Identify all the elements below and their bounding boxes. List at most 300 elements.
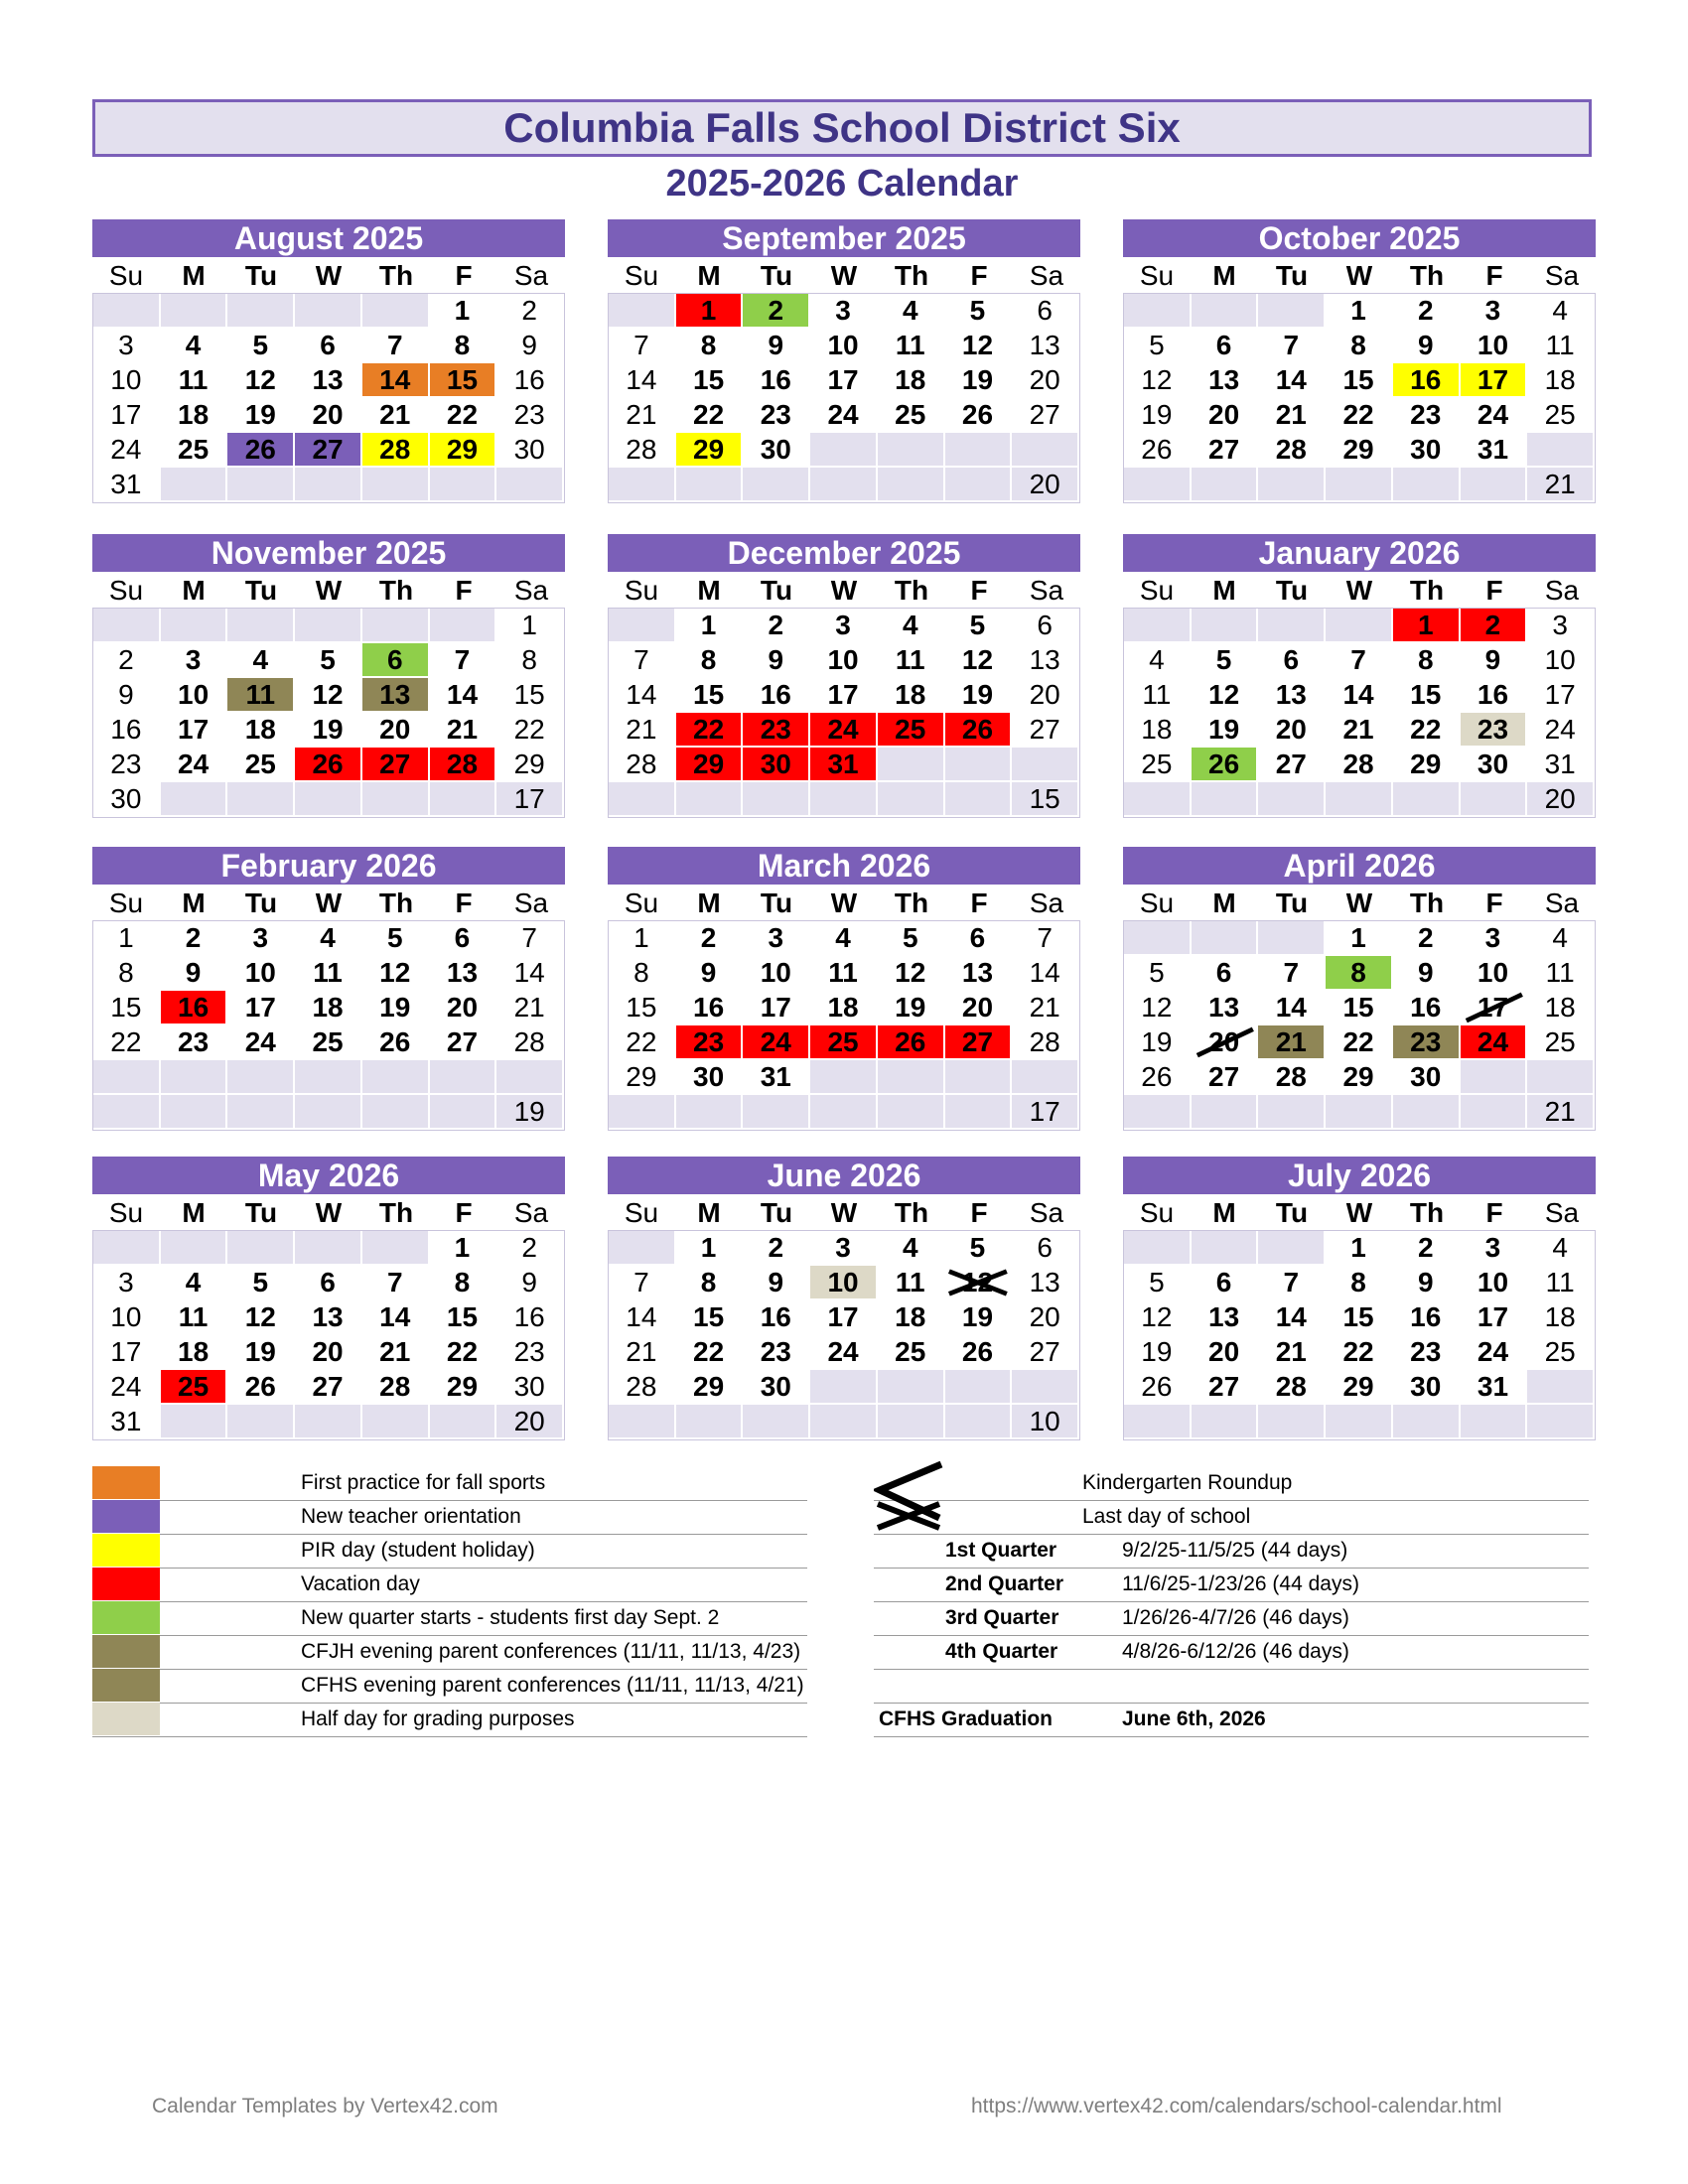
page-title: Columbia Falls School District Six — [92, 99, 1592, 157]
empty-cell — [1192, 609, 1259, 643]
weekday-label: W — [315, 1197, 343, 1228]
empty-cell — [609, 468, 676, 502]
weekday-label: Sa — [1544, 1197, 1580, 1228]
weekday-label: F — [970, 1197, 988, 1228]
day-cell: 23 — [743, 398, 810, 433]
day-cell: 20 — [430, 991, 497, 1025]
day-cell: 20 — [1012, 1300, 1079, 1335]
weekday-header — [608, 259, 1080, 294]
day-cell: 11 — [161, 363, 228, 398]
day-cell: 30 — [743, 433, 810, 468]
day-cell: 23 — [496, 398, 564, 433]
legend-swatch — [92, 1601, 160, 1634]
month-title: September 2025 — [608, 219, 1080, 259]
empty-cell — [676, 1405, 744, 1439]
empty-cell — [1258, 921, 1326, 956]
month-calendar — [92, 1157, 565, 1440]
week-row — [609, 956, 1079, 991]
weekday-label: W — [315, 575, 343, 606]
week-row — [609, 1266, 1079, 1300]
empty-cell — [1192, 294, 1259, 329]
quarter-range: 1/26/26-4/7/26 (46 days) — [1122, 1606, 1349, 1629]
day-cell: 11 — [1124, 678, 1192, 713]
day-cell: 5 — [878, 921, 945, 956]
empty-cell — [227, 1405, 295, 1439]
empty-cell — [609, 782, 676, 817]
day-cell: 22 — [1393, 713, 1461, 748]
day-cell: 14 — [362, 1300, 430, 1335]
week-row — [609, 1025, 1079, 1060]
day-cell: 3 — [1461, 921, 1528, 956]
empty-cell — [609, 294, 676, 329]
empty-cell — [810, 782, 878, 817]
empty-cell — [1527, 433, 1595, 468]
weekday-label: Sa — [1544, 887, 1580, 918]
symbol-label: Kindergarten Roundup — [1082, 1471, 1293, 1494]
day-cell: 6 — [1258, 643, 1326, 678]
weekday-label: W — [315, 260, 343, 291]
day-cell: 22 — [430, 398, 497, 433]
day-cell: 12 — [1192, 678, 1259, 713]
day-cell: 22 — [676, 1335, 744, 1370]
day-cell: 2 — [496, 294, 564, 329]
week-row — [93, 468, 564, 502]
day-cell: 3 — [810, 1231, 878, 1266]
day-cell: 10 — [1461, 1266, 1528, 1300]
quarter-range: 4/8/26-6/12/26 (46 days) — [1122, 1640, 1349, 1663]
day-cell: 21 — [1012, 991, 1079, 1025]
empty-cell — [743, 468, 810, 502]
day-cell: 12 — [1124, 991, 1192, 1025]
day-cell: 24 — [1461, 1025, 1528, 1060]
day-cell: 17 — [810, 363, 878, 398]
day-cell: 31 — [1527, 748, 1595, 782]
legend-label: First practice for fall sports — [301, 1471, 546, 1494]
day-cell: 4 — [810, 921, 878, 956]
empty-cell — [362, 468, 430, 502]
day-cell: 25 — [161, 433, 228, 468]
weekday-label: Th — [894, 575, 929, 606]
day-cell: 12 — [295, 678, 362, 713]
day-cell: 5 — [945, 609, 1013, 643]
month-calendar — [608, 1157, 1080, 1440]
empty-cell — [295, 294, 362, 329]
day-cell: 6 — [1012, 609, 1079, 643]
weekday-label: Tu — [760, 1197, 793, 1228]
day-cell: 30 — [1393, 1060, 1461, 1095]
weekday-label: Tu — [244, 1197, 278, 1228]
day-cell: 27 — [430, 1025, 497, 1060]
week-row — [93, 1405, 564, 1439]
empty-cell — [609, 609, 676, 643]
weekday-label: Tu — [760, 260, 793, 291]
empty-cell — [227, 294, 295, 329]
week-row — [609, 1095, 1079, 1130]
weekday-label: M — [182, 1197, 206, 1228]
day-cell: 26 — [945, 713, 1013, 748]
week-row — [93, 1095, 564, 1130]
day-cell: 29 — [676, 433, 744, 468]
day-cell: 2 — [1461, 609, 1528, 643]
day-cell: 23 — [1393, 1025, 1461, 1060]
day-cell: 3 — [93, 1266, 161, 1300]
weekday-label: M — [182, 260, 206, 291]
weekday-label: W — [1345, 1197, 1373, 1228]
day-cell: 25 — [810, 1025, 878, 1060]
day-cell: 16 — [161, 991, 228, 1025]
weekday-label: Tu — [760, 575, 793, 606]
legend-row — [92, 1534, 807, 1569]
legend-swatch — [92, 1635, 160, 1668]
day-cell: 4 — [227, 643, 295, 678]
week-row — [609, 609, 1079, 643]
weekday-label: Tu — [1275, 575, 1309, 606]
weekday-label: F — [1485, 575, 1503, 606]
empty-cell — [1258, 294, 1326, 329]
weekday-label: Th — [894, 1197, 929, 1228]
day-cell: 13 — [430, 956, 497, 991]
day-cell: 31 — [743, 1060, 810, 1095]
day-cell: 10 — [810, 329, 878, 363]
graduation-date: June 6th, 2026 — [1122, 1707, 1266, 1730]
day-cell: 8 — [430, 1266, 497, 1300]
day-cell: 15 — [1326, 991, 1393, 1025]
day-cell: 27 — [1192, 1060, 1259, 1095]
empty-cell — [362, 1405, 430, 1439]
day-cell: 21 — [496, 991, 564, 1025]
day-cell: 26 — [1124, 433, 1192, 468]
day-cell: 20 — [1258, 713, 1326, 748]
day-cell: 1 — [609, 921, 676, 956]
week-row — [93, 609, 564, 643]
day-cell: 17 — [1461, 1300, 1528, 1335]
day-cell: 7 — [609, 1266, 676, 1300]
day-cell: 9 — [1393, 1266, 1461, 1300]
day-cell: 26 — [1192, 748, 1259, 782]
week-row — [93, 1060, 564, 1095]
day-cell: 9 — [743, 1266, 810, 1300]
day-cell: 2 — [743, 609, 810, 643]
day-cell: 10 — [93, 1300, 161, 1335]
weekday-label: F — [1485, 260, 1503, 291]
week-row — [93, 1231, 564, 1266]
empty-cell — [1461, 468, 1528, 502]
graduation-row — [874, 1703, 1589, 1737]
week-row — [1124, 956, 1595, 991]
day-cell: 4 — [161, 329, 228, 363]
legend-row — [92, 1500, 807, 1535]
day-cell: 17 — [93, 1335, 161, 1370]
week-row — [609, 1370, 1079, 1405]
empty-cell — [1258, 1095, 1326, 1130]
day-cell: 28 — [362, 433, 430, 468]
weekday-label: W — [1345, 887, 1373, 918]
weekday-header — [1123, 574, 1596, 609]
day-cell: 12 — [1124, 1300, 1192, 1335]
day-cell: 7 — [609, 329, 676, 363]
day-cell: 24 — [810, 713, 878, 748]
day-cell: 13 — [1192, 991, 1259, 1025]
day-cell: 5 — [945, 1231, 1013, 1266]
day-cell: 13 — [295, 1300, 362, 1335]
day-cell: 11 — [1527, 1266, 1595, 1300]
day-cell: 28 — [430, 748, 497, 782]
empty-cell — [1326, 609, 1393, 643]
weekday-label: Tu — [1275, 887, 1309, 918]
month-calendar — [1123, 534, 1596, 818]
legend-row — [92, 1466, 807, 1501]
week-row — [93, 1266, 564, 1300]
day-cell: 21 — [1258, 398, 1326, 433]
weekday-label: W — [830, 260, 858, 291]
day-cell: 8 — [1326, 1266, 1393, 1300]
day-cell: 24 — [227, 1025, 295, 1060]
day-cell: 3 — [1461, 294, 1528, 329]
day-cell: 20 — [1012, 363, 1079, 398]
school-day-count: 17 — [496, 782, 564, 817]
weekday-label: M — [182, 575, 206, 606]
day-cell: 19 — [1124, 1335, 1192, 1370]
legend-label: CFHS evening parent conferences (11/11, 11/13, 4/21) — [301, 1674, 804, 1697]
quarter-name: 1st Quarter — [945, 1539, 1057, 1562]
month-title: July 2026 — [1123, 1157, 1596, 1196]
day-cell: 29 — [676, 748, 744, 782]
day-cell: 4 — [295, 921, 362, 956]
day-cell: 31 — [1461, 1370, 1528, 1405]
empty-cell — [295, 609, 362, 643]
day-cell: 6 — [1192, 956, 1259, 991]
day-cell: 22 — [496, 713, 564, 748]
empty-cell — [609, 1095, 676, 1130]
weekday-label: Su — [1139, 1197, 1175, 1228]
day-cell: 4 — [1527, 1231, 1595, 1266]
weekday-label: Tu — [1275, 1197, 1309, 1228]
empty-cell — [93, 609, 161, 643]
day-cell: 30 — [743, 748, 810, 782]
day-cell: 22 — [430, 1335, 497, 1370]
empty-cell — [496, 468, 564, 502]
empty-cell — [810, 433, 878, 468]
day-cell: 31 — [810, 748, 878, 782]
symbol-label: Last day of school — [1082, 1505, 1251, 1528]
empty-cell — [430, 1060, 497, 1095]
day-cell: 11 — [878, 329, 945, 363]
week-row — [609, 782, 1079, 817]
cross-mark-icon — [945, 1266, 1011, 1298]
empty-cell — [93, 1060, 161, 1095]
day-cell: 31 — [1461, 433, 1528, 468]
empty-cell — [1124, 921, 1192, 956]
day-cell: 2 — [676, 921, 744, 956]
day-cell: 13 — [295, 363, 362, 398]
day-cell: 6 — [1192, 1266, 1259, 1300]
day-cell: 6 — [1192, 329, 1259, 363]
quarter-row — [874, 1601, 1589, 1636]
week-row — [93, 678, 564, 713]
month-calendar — [1123, 219, 1596, 503]
day-cell: 5 — [362, 921, 430, 956]
day-cell: 15 — [676, 1300, 744, 1335]
day-cell: 23 — [93, 748, 161, 782]
weekday-label: Th — [1409, 1197, 1445, 1228]
day-cell: 6 — [295, 1266, 362, 1300]
weekday-label: Th — [378, 575, 414, 606]
empty-cell — [1393, 1405, 1461, 1439]
day-cell: 3 — [810, 609, 878, 643]
empty-cell — [430, 1405, 497, 1439]
day-cell: 15 — [1326, 363, 1393, 398]
week-row — [609, 678, 1079, 713]
day-cell: 17 — [227, 991, 295, 1025]
empty-cell — [1326, 1095, 1393, 1130]
day-cell: 4 — [161, 1266, 228, 1300]
empty-cell — [1012, 748, 1079, 782]
empty-cell — [161, 1095, 228, 1130]
graduation-label: CFHS Graduation — [879, 1707, 1054, 1730]
day-cell: 13 — [362, 678, 430, 713]
weekday-label: M — [1212, 575, 1236, 606]
day-cell: 8 — [609, 956, 676, 991]
quarter-name: 4th Quarter — [945, 1640, 1058, 1663]
day-cell: 18 — [161, 398, 228, 433]
empty-cell — [496, 1060, 564, 1095]
empty-cell — [1192, 921, 1259, 956]
day-cell: 29 — [496, 748, 564, 782]
month-title: January 2026 — [1123, 534, 1596, 574]
weekday-label: M — [697, 260, 721, 291]
empty-cell — [878, 1405, 945, 1439]
week-row — [609, 363, 1079, 398]
week-row — [609, 991, 1079, 1025]
empty-cell — [1124, 782, 1192, 817]
footer-link[interactable]: https://www.vertex42.com/calendars/school-calendar.html — [971, 2095, 1502, 2117]
day-cell: 22 — [1326, 1335, 1393, 1370]
empty-cell — [810, 1095, 878, 1130]
weekday-header — [92, 259, 565, 294]
week-row — [1124, 921, 1595, 956]
day-cell: 11 — [227, 678, 295, 713]
month-title: November 2025 — [92, 534, 565, 574]
day-cell: 7 — [496, 921, 564, 956]
day-cell: 4 — [1124, 643, 1192, 678]
week-row — [609, 1335, 1079, 1370]
empty-cell — [93, 294, 161, 329]
empty-cell — [676, 468, 744, 502]
empty-cell — [1012, 1370, 1079, 1405]
month-calendar — [92, 219, 565, 503]
empty-cell — [1527, 1370, 1595, 1405]
school-day-count: 20 — [496, 1405, 564, 1439]
weekday-label: M — [1212, 1197, 1236, 1228]
empty-cell — [1258, 468, 1326, 502]
legend-label: Half day for grading purposes — [301, 1707, 575, 1730]
weekday-label: Sa — [1544, 260, 1580, 291]
school-day-count: 20 — [1012, 468, 1079, 502]
day-cell: 29 — [430, 433, 497, 468]
day-cell: 9 — [743, 643, 810, 678]
empty-cell — [945, 782, 1013, 817]
day-cell: 25 — [161, 1370, 228, 1405]
day-cell: 12 — [1124, 363, 1192, 398]
school-day-count: 21 — [1527, 468, 1595, 502]
weekday-label: Su — [108, 887, 144, 918]
week-row — [93, 991, 564, 1025]
day-cell: 16 — [93, 713, 161, 748]
empty-cell — [1258, 1231, 1326, 1266]
weekday-label: F — [455, 260, 473, 291]
day-cell: 19 — [878, 991, 945, 1025]
empty-cell — [1124, 1231, 1192, 1266]
weekday-label: Tu — [760, 887, 793, 918]
day-cell: 27 — [1012, 713, 1079, 748]
day-cell: 23 — [1461, 713, 1528, 748]
week-row — [1124, 609, 1595, 643]
day-cell: 1 — [430, 294, 497, 329]
empty-cell — [1326, 1405, 1393, 1439]
day-cell: 6 — [945, 921, 1013, 956]
day-cell: 23 — [676, 1025, 744, 1060]
day-cell: 15 — [1393, 678, 1461, 713]
empty-cell — [295, 1095, 362, 1130]
day-cell: 6 — [1012, 294, 1079, 329]
empty-cell — [1461, 1060, 1528, 1095]
empty-cell — [810, 1405, 878, 1439]
day-cell: 8 — [1326, 329, 1393, 363]
week-row — [93, 398, 564, 433]
week-row — [1124, 1060, 1595, 1095]
day-cell: 13 — [1012, 1266, 1079, 1300]
day-cell: 23 — [1393, 1335, 1461, 1370]
day-cell: 28 — [362, 1370, 430, 1405]
day-cell: 25 — [1527, 398, 1595, 433]
symbol-row-kindergarten — [874, 1466, 1589, 1501]
day-cell: 9 — [161, 956, 228, 991]
month-calendar — [1123, 1157, 1596, 1440]
day-cell: 23 — [1393, 398, 1461, 433]
empty-cell — [1124, 468, 1192, 502]
day-cell: 9 — [496, 329, 564, 363]
empty-cell — [362, 294, 430, 329]
empty-cell — [609, 1405, 676, 1439]
day-cell: 7 — [1258, 1266, 1326, 1300]
weekday-label: F — [455, 887, 473, 918]
day-cell: 14 — [1012, 956, 1079, 991]
day-cell: 9 — [93, 678, 161, 713]
day-cell: 15 — [430, 363, 497, 398]
day-cell: 22 — [676, 713, 744, 748]
empty-cell — [1012, 433, 1079, 468]
day-cell: 23 — [496, 1335, 564, 1370]
weekday-label: Sa — [513, 887, 549, 918]
day-cell: 17 — [161, 713, 228, 748]
weekday-label: Th — [378, 887, 414, 918]
day-cell: 19 — [227, 398, 295, 433]
day-cell: 26 — [1124, 1060, 1192, 1095]
day-cell: 25 — [1527, 1335, 1595, 1370]
legend-swatch — [92, 1500, 160, 1533]
blank-row — [874, 1669, 1589, 1704]
day-cell: 28 — [1258, 1060, 1326, 1095]
day-cell: 18 — [1527, 363, 1595, 398]
empty-cell — [1461, 1095, 1528, 1130]
empty-cell — [93, 1231, 161, 1266]
day-cell: 22 — [1326, 398, 1393, 433]
legend-label: CFJH evening parent conferences (11/11, 11/13, 4/23) — [301, 1640, 801, 1663]
empty-cell — [676, 782, 744, 817]
weekday-label: M — [182, 887, 206, 918]
day-cell: 21 — [1258, 1025, 1326, 1060]
day-cell: 27 — [1012, 1335, 1079, 1370]
